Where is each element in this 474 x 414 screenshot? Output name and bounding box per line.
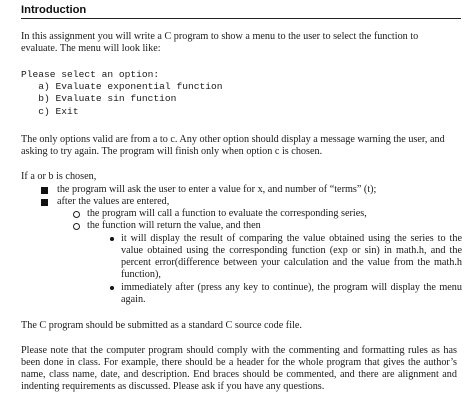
page-title: Introduction <box>21 4 87 16</box>
sub-sub-bullet-item <box>110 282 462 306</box>
menu-option-b: b) Evaluate sin function <box>21 93 177 105</box>
dot-bullet-icon <box>110 286 114 290</box>
bullet-item <box>41 196 461 208</box>
dot-bullet-icon <box>110 237 114 241</box>
circle-bullet-icon <box>73 211 80 218</box>
sub-sub-bullet-item <box>110 233 462 281</box>
sub-bullet-item <box>73 208 463 220</box>
valid-options-paragraph: The only options valid are from a to c. Any other option should display a message warning the user, and asking to try again. The program will finish only when option c is chosen. <box>21 134 445 158</box>
bullet-item <box>41 184 461 196</box>
square-bullet-icon <box>41 199 48 206</box>
heading-bar <box>21 4 461 19</box>
sub-bullet-text: the function will return the value, and then <box>87 220 261 231</box>
menu-option-a: a) Evaluate exponential function <box>21 81 223 93</box>
submission-paragraph: The C program should be submitted as a standard C source code file. <box>21 320 302 331</box>
sub-sub-bullet-text: immediately after (press any key to continue), the program will display the menu again. <box>121 282 462 306</box>
square-bullet-icon <box>41 187 48 194</box>
menu-prompt: Please select an option: <box>21 69 160 80</box>
bullet-text: the program will ask the user to enter a value for x, and number of “terms” (t); <box>57 184 377 195</box>
menu-option-c: c) Exit <box>21 105 79 117</box>
if-chosen-line: If a or b is chosen, <box>21 171 97 182</box>
sub-sub-bullet-text: it will display the result of comparing the value obtained using the series to the value obtained using the corresponding function (exp or sin) in math.h, and the percent error(difference between your calculation and the value from the math.h function), <box>121 233 462 281</box>
menu-example <box>21 69 321 118</box>
sub-bullet-text: the program will call a function to evaluate the corresponding series, <box>87 208 367 219</box>
intro-paragraph: In this assignment you will write a C program to show a menu to the user to select the function to evaluate. The menu will look like: <box>21 31 419 55</box>
sub-bullet-item <box>73 220 463 232</box>
bullet-text: after the values are entered, <box>57 196 170 207</box>
notes-paragraph: Please note that the computer program should comply with the commenting and formatting rules as has been done in class. For example, there should be a header for the whole program that gives the author’s name, class name, date, and description. End braces should be commented, and there are alignment and indenting requirements as discussed. Please ask if you have any questions. <box>21 345 457 393</box>
circle-bullet-icon <box>73 223 80 230</box>
